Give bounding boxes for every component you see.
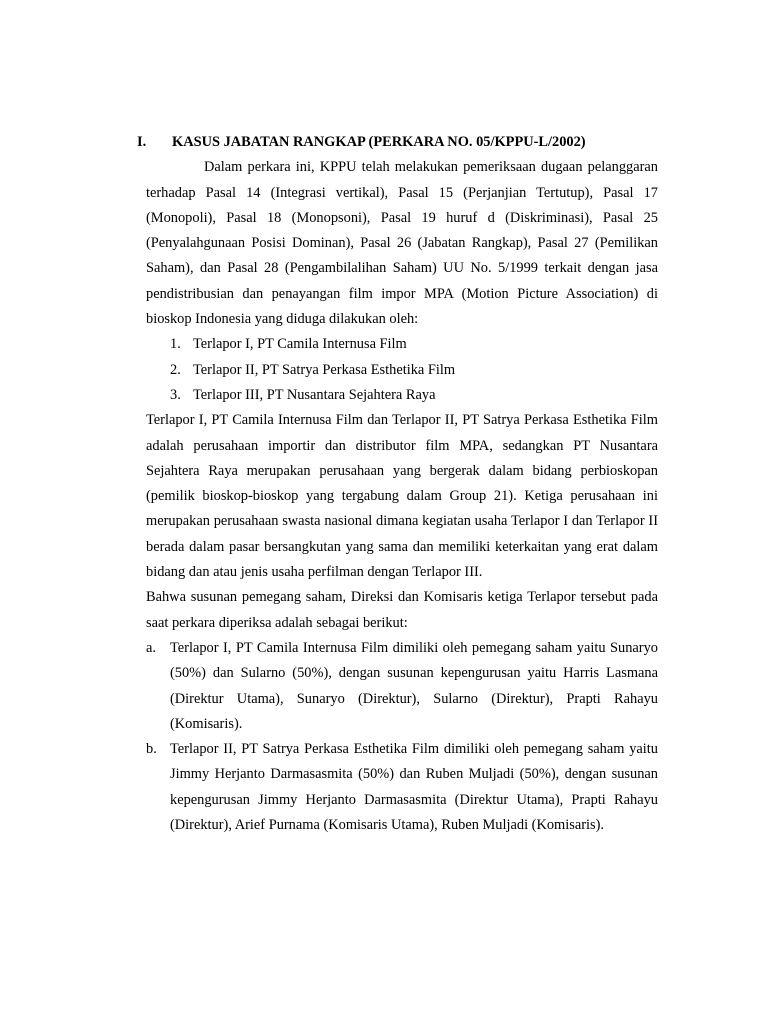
list-marker: b. bbox=[146, 741, 157, 758]
list-item-text: Terlapor I, PT Camila Internusa Film dimiliki oleh pemegang saham yaitu Sunaryo (50%) dan Sularno (50%), dengan susunan kepengurusan yaitu Harris Lasmana (Direktur Utama), Sunaryo (Direktur), Sularno (Direktur), Prapti Rahayu (Komisaris). bbox=[170, 639, 658, 732]
list-item bbox=[146, 358, 658, 383]
list-marker: 3. bbox=[170, 386, 181, 403]
shareholder-intro-paragraph: Bahwa susunan pemegang saham, Direksi dan Komisaris ketiga Terlapor tersebut pada saat perkara diperiksa adalah sebagai berikut: bbox=[146, 589, 658, 631]
respondent-list bbox=[146, 332, 658, 408]
ownership-list bbox=[146, 636, 658, 838]
list-marker: a. bbox=[146, 639, 156, 656]
list-marker: 2. bbox=[170, 361, 181, 378]
intro-paragraph: Dalam perkara ini, KPPU telah melakukan pemeriksaan dugaan pelanggaran terhadap Pasal 14 (Integrasi vertikal), Pasal 15 (Perjanjian Tertutup), Pasal 17 (Monopoli), Pasal 18 (Monopsoni), Pasal 19 huruf d (Diskriminasi), Pasal 25 (Penyalahgunaan Posisi Dominan), Pasal 26 (Jabatan Rangkap), Pasal 27 (Pemilikan Saham), dan Pasal 28 (Pengambilalihan Saham) UU No. 5/1999 terkait dengan jasa pendistribusian dan penayangan film impor MPA (Motion Picture Association) di bioskop Indonesia yang diduga dilakukan oleh: bbox=[146, 159, 658, 328]
list-item-text: Terlapor I, PT Camila Internusa Film bbox=[193, 336, 407, 353]
list-item-text: Terlapor III, PT Nusantara Sejahtera Raya bbox=[193, 386, 436, 403]
list-item bbox=[146, 636, 658, 737]
list-item bbox=[146, 383, 658, 408]
section-heading bbox=[137, 130, 658, 155]
list-item-text: Terlapor II, PT Satrya Perkasa Esthetika Film bbox=[193, 361, 456, 378]
section-number: I. bbox=[137, 134, 147, 150]
list-item bbox=[146, 737, 658, 838]
list-marker: 1. bbox=[170, 336, 181, 353]
business-paragraph: Terlapor I, PT Camila Internusa Film dan Terlapor II, PT Satrya Perkasa Esthetika Film adalah perusahaan importir dan distributor film MPA, sedangkan PT Nusantara Sejahtera Raya merupakan perusahaan yang bergerak dalam bidang perbioskopan (pemilik bioskop-bioskop yang tergabung dalam Group 21). Ketiga perusahaan ini merupakan perusahaan swasta nasional dimana kegiatan usaha Terlapor I dan Terlapor II berada dalam pasar bersangkutan yang sama dan memiliki keterkaitan yang erat dalam bidang dan atau jenis usaha perfilman dengan Terlapor III. bbox=[146, 412, 658, 581]
list-item bbox=[146, 332, 658, 357]
section-title: KASUS JABATAN RANGKAP (PERKARA NO. 05/KPPU-L/2002) bbox=[172, 134, 586, 150]
page-content bbox=[137, 130, 658, 838]
list-item-text: Terlapor II, PT Satrya Perkasa Esthetika Film dimiliki oleh pemegang saham yaitu Jimmy Herjanto Darmasasmita (50%) dan Ruben Muljadi (50%), dengan susunan kepengurusan Jimmy Herjanto Darmasasmita (Direktur Utama), Prapti Rahayu (Direktur), Arief Purnama (Komisaris Utama), Ruben Muljadi (Komisaris). bbox=[170, 741, 658, 834]
